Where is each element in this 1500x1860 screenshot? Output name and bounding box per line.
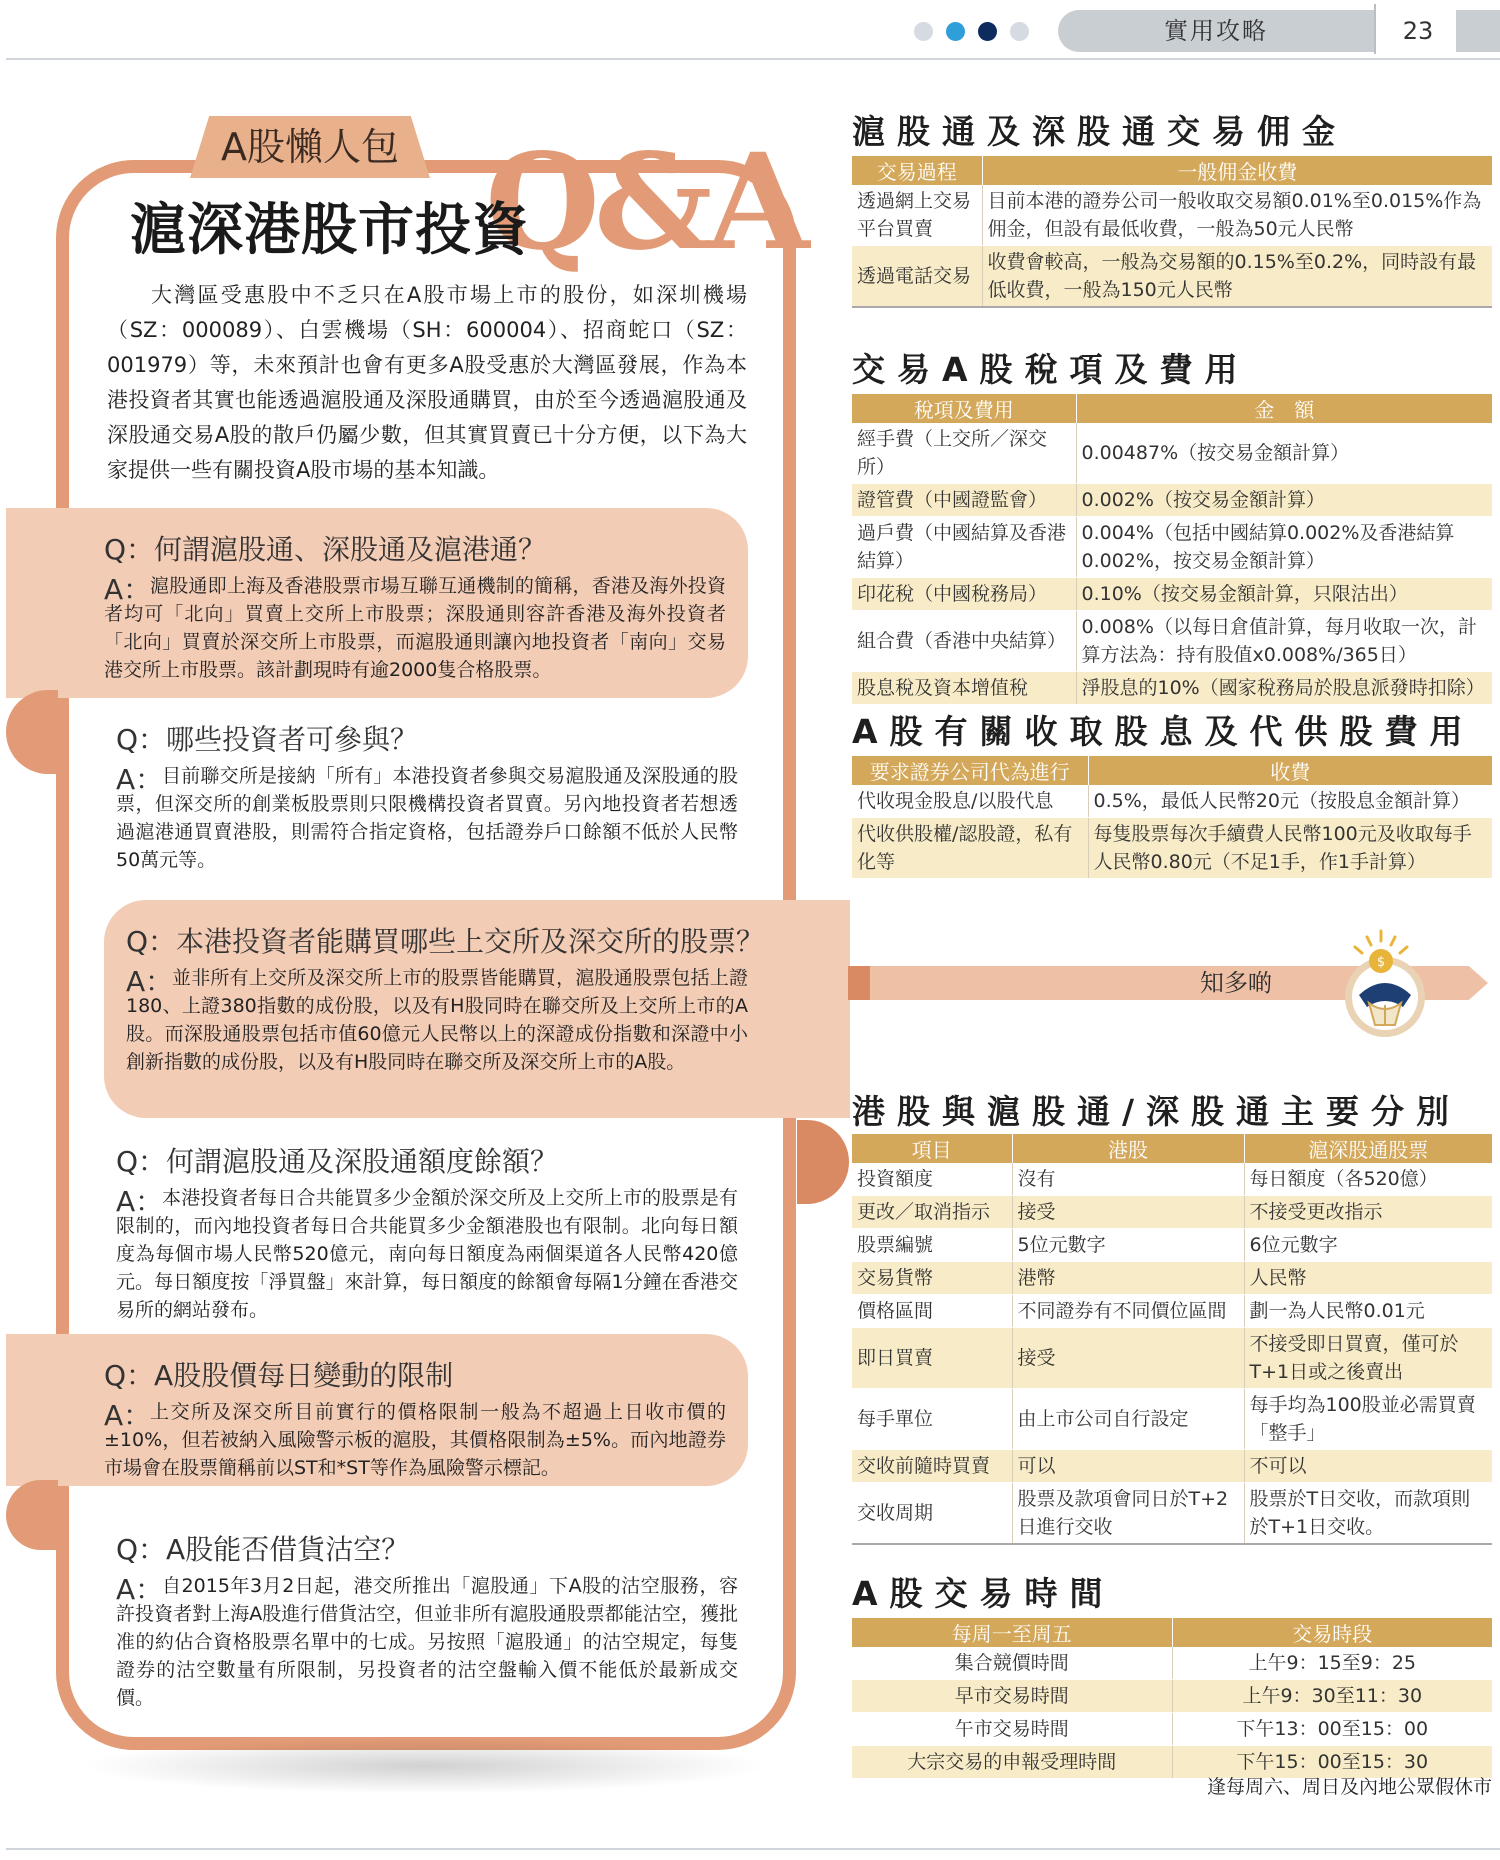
table-cell: 透過網上交易平台買賣 bbox=[852, 185, 982, 246]
answer-text: 並非所有上交所及深交所上市的股票皆能購買，滬股通股票包括上證180、上證380指數的成份股，以及有H股同時在聯交所及上交所上市的A股。而深股通股票包括市值60億元人民幣以上的深證成份指數和深證中小創新指數的成份股，以及有H股同時在聯交所及深交所上市的A股。 bbox=[126, 967, 748, 1073]
column-header: 金 額 bbox=[1076, 394, 1492, 423]
table-row bbox=[852, 785, 1492, 818]
table-row bbox=[852, 1483, 1492, 1545]
table-cell: 大宗交易的申報受理時間 bbox=[852, 1746, 1172, 1779]
answer-text: 自2015年3月2日起，港交所推出「滬股通」下A股的沽空服務，容許投資者對上海A股進行借貨沽空，但並非所有滬股通股票都能沽空，獲批准的約佔合資格股票名單中的七成。另按照「滬股通」的沽空規定，每隻證券的沽空數量有所限制，另投資者的沽空盤輸入價不能低於最新成交價。 bbox=[116, 1575, 738, 1709]
table-cell: 5位元數字 bbox=[1012, 1229, 1244, 1262]
table-cell: 不接受更改指示 bbox=[1244, 1196, 1492, 1229]
side-tab-3 bbox=[6, 1480, 58, 1550]
hours-title: A股交易時間 bbox=[852, 1574, 1115, 1613]
qa-item bbox=[126, 920, 765, 1076]
side-tab-2 bbox=[797, 1120, 849, 1204]
table-cell: 0.008%（以每日倉值計算，每月收取一次，計算方法為：持有股值x0.008%/365日） bbox=[1076, 611, 1492, 672]
table-row bbox=[852, 1450, 1492, 1483]
table-row bbox=[852, 423, 1492, 484]
table-cell: 港幣 bbox=[1012, 1262, 1244, 1295]
table-cell: 每手均為100股並必需買賣「整手」 bbox=[1244, 1389, 1492, 1450]
tax-title: 交易A股稅項及費用 bbox=[852, 350, 1250, 389]
qa-item bbox=[116, 1528, 738, 1712]
nav-dot-1 bbox=[914, 22, 933, 41]
nav-dot-3 bbox=[978, 22, 997, 41]
answer bbox=[116, 1184, 738, 1324]
table-cell: 下午13：00至15：00 bbox=[1172, 1713, 1492, 1746]
table-cell: 早市交易時間 bbox=[852, 1680, 1172, 1713]
table-cell: 下午15：00至15：30 bbox=[1172, 1746, 1492, 1779]
answer bbox=[104, 1398, 726, 1482]
table-row bbox=[852, 246, 1492, 308]
column-header: 項目 bbox=[852, 1134, 1012, 1163]
table-row bbox=[852, 578, 1492, 611]
answer-text: 目前聯交所是接納「所有」本港投資者參與交易滬股通及深股通的股票，但深交所的創業板股票則只限機構投資者買賣。另內地投資者若想透過滬港通買賣港股，則需符合指定資格，包括證券戶口餘額不低於人民幣50萬元等。 bbox=[116, 765, 738, 871]
column-header: 交易過程 bbox=[852, 156, 982, 185]
table-cell: 股票編號 bbox=[852, 1229, 1012, 1262]
answer bbox=[116, 1572, 738, 1712]
differences-table bbox=[852, 1134, 1492, 1545]
question: Q：A股能否借貨沽空？ bbox=[116, 1533, 410, 1566]
table-header-row bbox=[852, 394, 1492, 423]
table-cell: 交易貨幣 bbox=[852, 1262, 1012, 1295]
table-cell: 代收供股權/認股證，私有化等 bbox=[852, 818, 1088, 879]
table-cell: 上午9：30至11：30 bbox=[1172, 1680, 1492, 1713]
column-header: 滬深股通股票 bbox=[1244, 1134, 1492, 1163]
table-cell: 不可以 bbox=[1244, 1450, 1492, 1483]
table-cell: 每手單位 bbox=[852, 1389, 1012, 1450]
dividend-title: A股有關收取股息及代供股費用 bbox=[852, 712, 1475, 751]
qa-item bbox=[116, 718, 738, 874]
answer-mark: A： bbox=[104, 1399, 152, 1432]
table-cell: 0.002%（按交易金額計算） bbox=[1076, 484, 1492, 517]
table-cell: 上午9：15至9：25 bbox=[1172, 1647, 1492, 1680]
question: Q：何謂滬股通、深股通及滬港通？ bbox=[104, 533, 547, 566]
table-cell: 可以 bbox=[1012, 1450, 1244, 1483]
table-cell: 目前本港的證券公司一般收取交易額0.01%至0.015%作為佣金，但設有最低收費，一般為50元人民幣 bbox=[982, 185, 1492, 246]
header-separator bbox=[1374, 4, 1376, 54]
table-row bbox=[852, 1328, 1492, 1389]
table-cell: 股票於T日交收，而款項則於T+1日交收。 bbox=[1244, 1483, 1492, 1545]
table-row bbox=[852, 1680, 1492, 1713]
table-cell: 接受 bbox=[1012, 1196, 1244, 1229]
intro-paragraph: 大灣區受惠股中不乏只在A股市場上市的股份，如深圳機場（SZ：000089）、白雲機場（SH：600004）、招商蛇口（SZ：001979）等，未來預計也會有更多A股受惠於大灣區發展，作為本港投資者其實也能透過滬股通及深股通購買，由於至今透過滬股通及深股通交易A股的散戶仍屬少數，但其實買賣已十分方便，以下為大家提供一些有關投資A股市場的基本知識。 bbox=[107, 283, 747, 482]
holiday-note: 逢每周六、周日及內地公眾假休市 bbox=[1206, 1776, 1492, 1798]
answer-text: 滬股通即上海及香港股票市場互聯互通機制的簡稱，香港及海外投資者均可「北向」買賣上交所上市股票；深股通則容許香港及海外投資者「北向」買賣於深交所上市股票，而滬股通則讓內地投資者「南向」交易港交所上市股票。該計劃現時有逾2000隻合格股票。 bbox=[104, 575, 726, 681]
table-cell: 由上市公司自行設定 bbox=[1012, 1389, 1244, 1450]
table-cell: 0.5%，最低人民幣20元（按股息金額計算） bbox=[1088, 785, 1492, 818]
table-cell: 價格區間 bbox=[852, 1295, 1012, 1328]
question: Q：本港投資者能購買哪些上交所及深交所的股票？ bbox=[126, 925, 765, 958]
answer bbox=[126, 964, 748, 1076]
table-header-row bbox=[852, 156, 1492, 185]
section-title: 實用攻略 bbox=[1164, 17, 1268, 45]
column-header: 要求證券公司代為進行 bbox=[852, 756, 1088, 785]
table-cell: 午市交易時間 bbox=[852, 1713, 1172, 1746]
table-row bbox=[852, 818, 1492, 879]
table-cell: 每日額度（各520億） bbox=[1244, 1163, 1492, 1196]
table-cell: 經手費（上交所／深交所） bbox=[852, 423, 1076, 484]
table-cell: 收費會較高，一般為交易額的0.15%至0.2%，同時設有最低收費，一般為150元人民幣 bbox=[982, 246, 1492, 308]
table-cell: 交收前隨時買賣 bbox=[852, 1450, 1012, 1483]
table-cell: 6位元數字 bbox=[1244, 1229, 1492, 1262]
table-row bbox=[852, 611, 1492, 672]
column-header: 交易時段 bbox=[1172, 1618, 1492, 1647]
qa-item bbox=[104, 1354, 726, 1482]
hours-table bbox=[852, 1618, 1492, 1779]
table-row bbox=[852, 1229, 1492, 1262]
table-cell: 每隻股票每次手續費人民幣100元及收取每手人民幣0.80元（不足1手，作1手計算） bbox=[1088, 818, 1492, 879]
tag-label: A股懶人包 bbox=[221, 125, 399, 169]
table-row bbox=[852, 484, 1492, 517]
nav-dot-2 bbox=[946, 22, 965, 41]
answer-mark: A： bbox=[116, 1573, 164, 1606]
table-cell: 投資額度 bbox=[852, 1163, 1012, 1196]
table-cell: 0.004%（包括中國結算0.002%及香港結算0.002%，按交易金額計算） bbox=[1076, 517, 1492, 578]
question: Q：A股股價每日變動的限制 bbox=[104, 1359, 454, 1392]
page-title: 滬深港股市投資 bbox=[130, 197, 529, 263]
table-header-row bbox=[852, 756, 1492, 785]
header-rule bbox=[6, 58, 1500, 60]
table-row bbox=[852, 517, 1492, 578]
table-cell: 淨股息的10%（國家稅務局於股息派發時扣除） bbox=[1076, 672, 1492, 705]
table-row bbox=[852, 672, 1492, 705]
column-header: 收費 bbox=[1088, 756, 1492, 785]
question: Q：何謂滬股通及深股通額度餘額？ bbox=[116, 1145, 559, 1178]
commission-table bbox=[852, 156, 1492, 308]
differences-title: 港股與滬股通/深股通主要分別 bbox=[852, 1092, 1462, 1131]
answer-mark: A： bbox=[116, 763, 164, 796]
footer-rule bbox=[6, 1848, 1500, 1850]
column-header: 稅項及費用 bbox=[852, 394, 1076, 423]
answer bbox=[104, 572, 726, 684]
table-cell: 0.00487%（按交易金額計算） bbox=[1076, 423, 1492, 484]
table-cell: 人民幣 bbox=[1244, 1262, 1492, 1295]
table-row bbox=[852, 1163, 1492, 1196]
table-cell: 交收周期 bbox=[852, 1483, 1012, 1545]
qa-item bbox=[116, 1140, 738, 1324]
column-header: 每周一至周五 bbox=[852, 1618, 1172, 1647]
answer-mark: A： bbox=[126, 965, 174, 998]
side-tab-1 bbox=[6, 690, 58, 774]
table-row bbox=[852, 185, 1492, 246]
table-header-row bbox=[852, 1134, 1492, 1163]
column-header: 一般佣金收費 bbox=[982, 156, 1492, 185]
svg-text:$: $ bbox=[1376, 955, 1386, 970]
answer-mark: A： bbox=[104, 573, 152, 606]
page-number: 23 bbox=[1402, 17, 1434, 45]
answer-mark: A： bbox=[116, 1185, 164, 1218]
dividend-table bbox=[852, 756, 1492, 879]
table-cell: 集合競價時間 bbox=[852, 1647, 1172, 1680]
table-cell: 沒有 bbox=[1012, 1163, 1244, 1196]
table-cell: 代收現金股息/以股代息 bbox=[852, 785, 1088, 818]
qa-item bbox=[104, 528, 726, 684]
table-cell: 接受 bbox=[1012, 1328, 1244, 1389]
table-cell: 過戶費（中國結算及香港結算） bbox=[852, 517, 1076, 578]
commission-title: 滬股通及深股通交易佣金 bbox=[852, 112, 1347, 151]
table-row bbox=[852, 1262, 1492, 1295]
table-cell: 透過電話交易 bbox=[852, 246, 982, 308]
nav-dot-4 bbox=[1010, 22, 1029, 41]
table-cell: 劃一為人民幣0.01元 bbox=[1244, 1295, 1492, 1328]
table-cell: 印花稅（中國稅務局） bbox=[852, 578, 1076, 611]
tip-banner-label: 知多啲 bbox=[1200, 969, 1272, 997]
frame-shadow bbox=[80, 1738, 770, 1794]
table-row bbox=[852, 1647, 1492, 1680]
qa-logo: Q&A bbox=[485, 125, 804, 280]
tax-table bbox=[852, 394, 1492, 705]
header-tail bbox=[1456, 10, 1500, 52]
column-header: 港股 bbox=[1012, 1134, 1244, 1163]
table-cell: 即日買賣 bbox=[852, 1328, 1012, 1389]
table-row bbox=[852, 1196, 1492, 1229]
table-cell: 不接受即日買賣，僅可於T+1日或之後賣出 bbox=[1244, 1328, 1492, 1389]
table-header-row bbox=[852, 1618, 1492, 1647]
lightbulb-icon bbox=[1325, 925, 1445, 1045]
table-cell: 不同證券有不同價位區間 bbox=[1012, 1295, 1244, 1328]
table-cell: 更改／取消指示 bbox=[852, 1196, 1012, 1229]
question: Q：哪些投資者可參與？ bbox=[116, 723, 419, 756]
table-cell: 0.10%（按交易金額計算，只限沽出） bbox=[1076, 578, 1492, 611]
table-cell: 股息稅及資本增值稅 bbox=[852, 672, 1076, 705]
answer-text: 本港投資者每日合共能買多少金額於深交所及上交所上市的股票是有限制的，而內地投資者每日合共能買多少金額港股也有限制。北向每日額度為每個市場人民幣520億元，南向每日額度為兩個渠道各人民幣420億元。每日額度按「淨買盤」來計算，每日額度的餘額會每隔1分鐘在香港交易所的網站發布。 bbox=[116, 1187, 738, 1321]
answer-text: 上交所及深交所目前實行的價格限制一般為不超過上日收市價的±10%，但若被納入風險警示板的滬股，其價格限制為±5%。而內地證券市場會在股票簡稱前以ST和*ST等作為風險警示標記。 bbox=[104, 1401, 726, 1479]
table-cell: 證管費（中國證監會） bbox=[852, 484, 1076, 517]
table-row bbox=[852, 1389, 1492, 1450]
table-row bbox=[852, 1295, 1492, 1328]
answer bbox=[116, 762, 738, 874]
table-row bbox=[852, 1713, 1492, 1746]
table-cell: 股票及款項會同日於T+2日進行交收 bbox=[1012, 1483, 1244, 1545]
table-cell: 組合費（香港中央結算） bbox=[852, 611, 1076, 672]
tip-banner-edge bbox=[848, 966, 870, 1000]
